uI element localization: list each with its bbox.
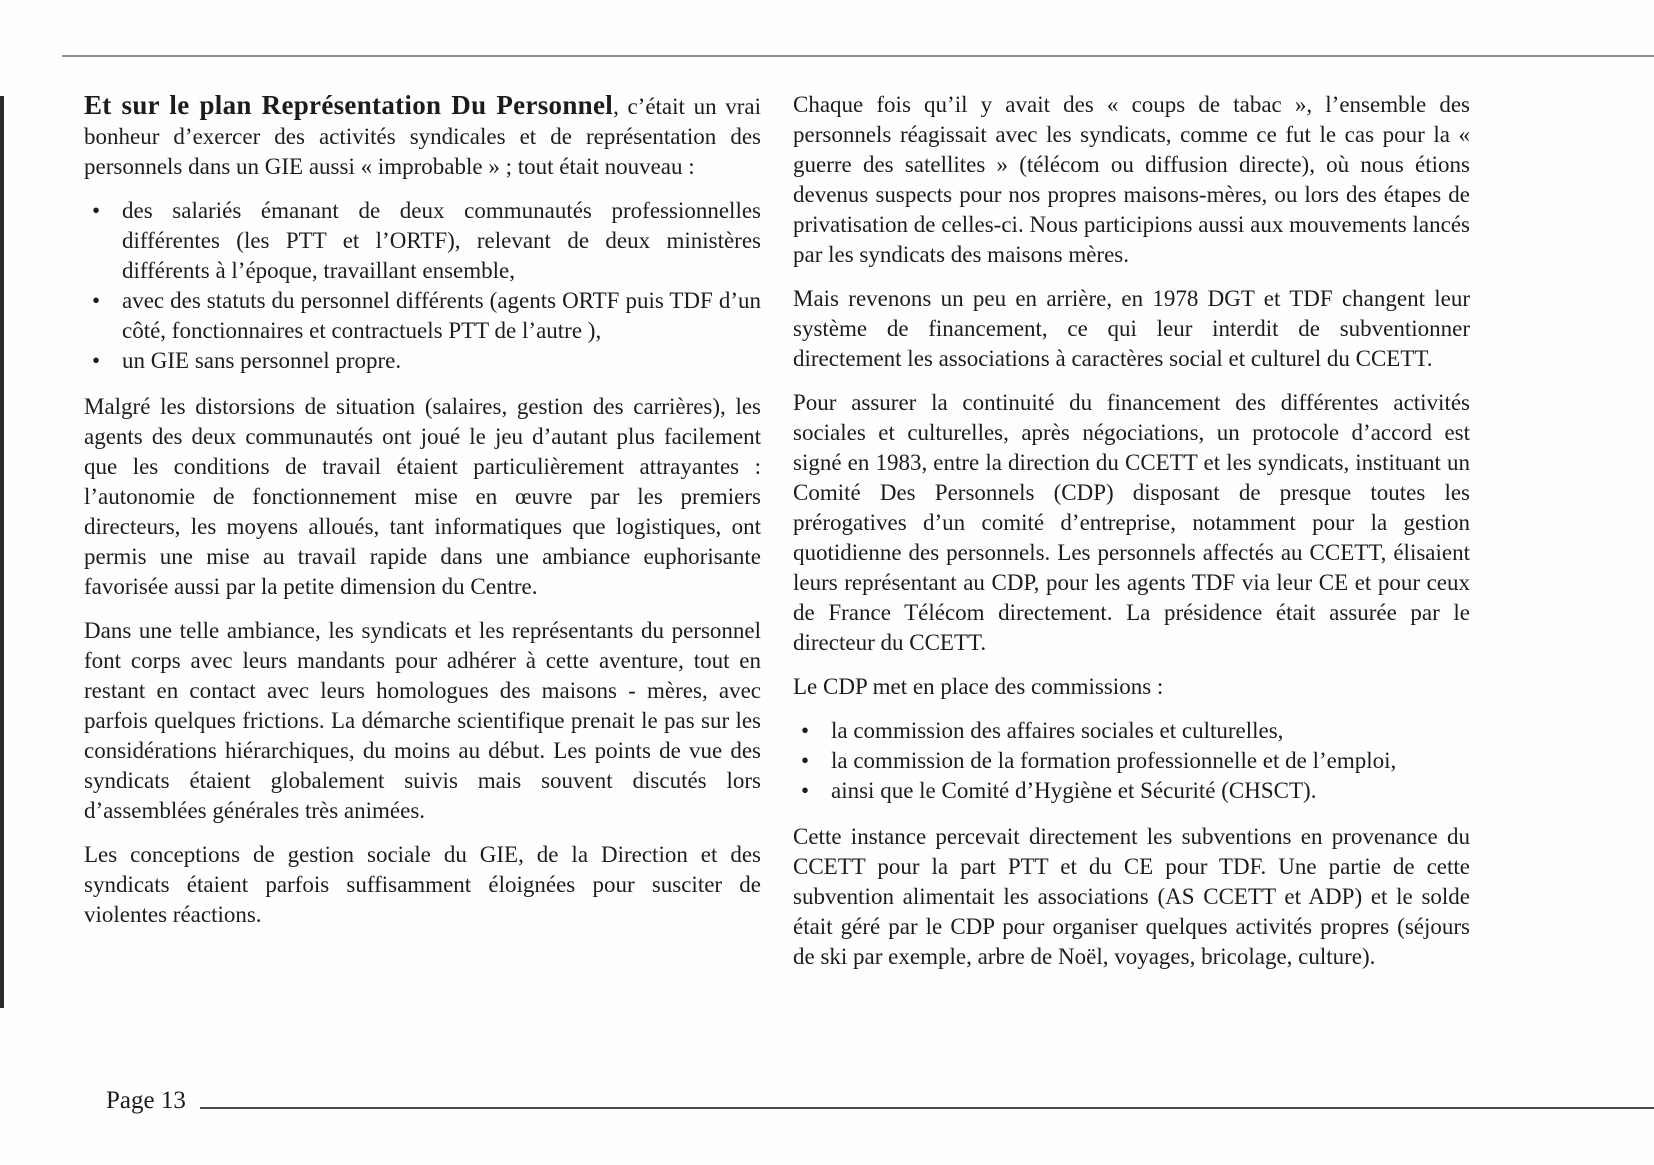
page-number: Page 13 [106, 1087, 186, 1114]
body-paragraph: Les conceptions de gestion sociale du GIE, de la Direction et des syndicats étaient parfois suffisamment éloignées pour susciter de violentes réactions. [84, 842, 761, 927]
two-column-body [84, 90, 1470, 986]
list-item: • des salariés émanant de deux communautés professionnelles différentes (les PTT et l’ORTF), relevant de deux ministères différents à l’époque, travaillant ensemble, [84, 196, 761, 286]
body-paragraph: Chaque fois qu’il y avait des « coups de tabac », l’ensemble des personnels réagissait avec les syndicats, comme ce fut le cas pour la « guerre des satellites » (télécom ou diffusion directe), où nous étions devenus suspects pour nos propres maisons-mères, ou lors des étapes de privatisation de celles-ci. Nous participions aussi aux mouvements lancés par les syndicats des maisons mères. [793, 92, 1470, 267]
left-column [84, 90, 761, 986]
list-item: • ainsi que le Comité d’Hygiène et Sécurité (CHSCT). [793, 776, 1470, 806]
body-paragraph: Mais revenons un peu en arrière, en 1978 DGT et TDF changent leur système de financement, ce qui leur interdit de subventionner directement les associations à caractères social et culturel du CCETT. [793, 286, 1470, 371]
body-paragraph: Cette instance percevait directement les subventions en provenance du CCETT pour la part PTT et du CE pour TDF. Une partie de cette subvention alimentait les associations (AS CCETT et ADP) et le solde était géré par le CDP pour organiser quelques activités propres (séjours de ski par exemple, arbre de Noël, voyages, bricolage, culture). [793, 824, 1470, 969]
header-rule [62, 55, 1654, 57]
bullet-list-right [793, 716, 1470, 806]
body-paragraph: Dans une telle ambiance, les syndicats et les représentants du personnel font corps avec leurs mandants pour adhérer à cette aventure, tout en restant en contact avec leurs homologues des maisons - mères, avec parfois quelques frictions. La démarche scientifique prenait le pas sur les considérations hiérarchiques, du moins au début. Les points de vue des syndicats étaient globalement suivis mais souvent discutés lors d’assemblées générales très animées. [84, 618, 761, 823]
commissions-intro: Le CDP met en place des commissions : [793, 674, 1164, 699]
section-heading: Et sur le plan Représentation Du Personnel [84, 90, 614, 120]
heading-continuation: , c’était un vrai bonheur d’exercer des activités syndicales et de représentation des personnels dans un GIE aussi « improbable » ; tout était nouveau : [84, 94, 761, 179]
bullet-list-left [84, 196, 761, 376]
body-paragraph: Malgré les distorsions de situation (salaires, gestion des carrières), les agents des deux communautés ont joué le jeu d’autant plus facilement que les conditions de travail étaient particulièrement attrayantes : l’autonomie de fonctionnement mise en œuvre par les premiers directeurs, les moyens alloués, tant informatiques que logistiques, ont permis une mise au travail rapide dans une ambiance euphorisante favorisée aussi par la petite dimension du Centre. [84, 394, 761, 599]
footer-rule [200, 1107, 1654, 1109]
page-edge-artifact [0, 96, 4, 1008]
right-column [793, 90, 1470, 986]
heading-paragraph [84, 90, 761, 182]
list-item: • avec des statuts du personnel différents (agents ORTF puis TDF d’un côté, fonctionnaires et contractuels PTT de l’autre ), [84, 286, 761, 346]
list-item: • un GIE sans personnel propre. [84, 346, 761, 376]
body-paragraph: Pour assurer la continuité du financement des différentes activités sociales et culturelles, après négociations, un protocole d’accord est signé en 1983, entre la direction du CCETT et les syndicats, instituant un Comité Des Personnels (CDP) disposant de presque toutes les prérogatives d’un comité d’entreprise, notamment pour la gestion quotidienne des personnels. Les personnels affectés au CCETT, élisaient leurs représentant au CDP, pour les agents TDF via leur CE et pour ceux de France Télécom directement. La présidence était assurée par le directeur du CCETT. [793, 390, 1470, 655]
list-item: • la commission des affaires sociales et culturelles, [793, 716, 1470, 746]
list-item: • la commission de la formation professionnelle et de l’emploi, [793, 746, 1470, 776]
